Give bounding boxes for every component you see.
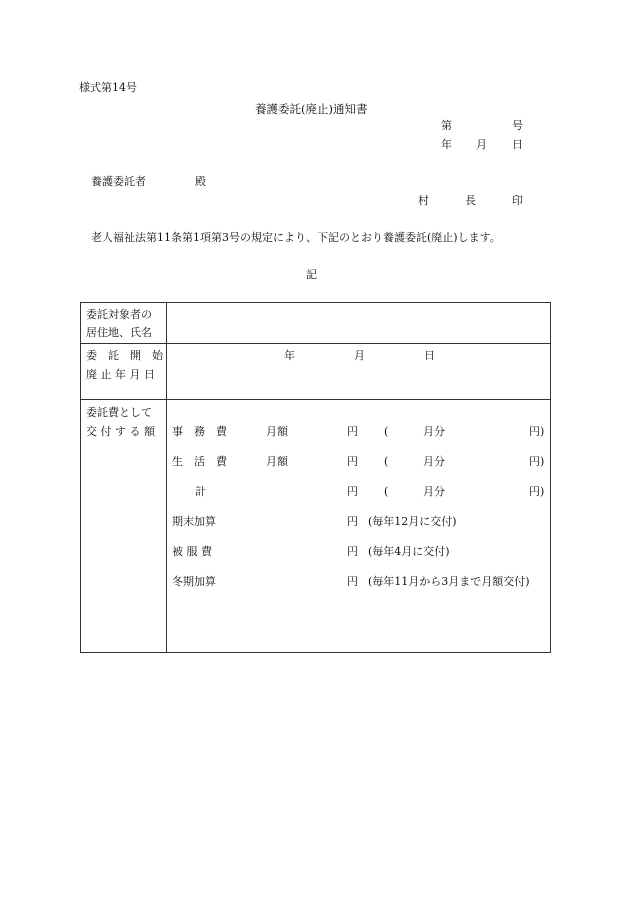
item-clothing-expense: 被 服 費 <box>172 545 212 558</box>
date-month: 月 <box>476 138 487 151</box>
item-yen: 円 <box>347 485 358 498</box>
addressee-label: 養護委託者 <box>91 175 146 188</box>
label-recipient-line2: 居住地、氏名 <box>86 326 152 339</box>
body-text: 老人福祉法第11条第1項第3号の規定により、下記のとおり養護委託(廃止)します。 <box>91 231 501 244</box>
item-yen: 円 <box>347 425 358 438</box>
item-month-part: 月分 <box>423 455 445 468</box>
column-divider <box>166 303 167 652</box>
doc-number-suffix: 号 <box>512 119 523 132</box>
item-yen-close: 円) <box>529 485 545 498</box>
form-number: 様式第14号 <box>79 81 137 94</box>
label-amount-line2: 交 付 す る 額 <box>86 425 155 438</box>
start-year: 年 <box>284 349 295 362</box>
item-month-part: 月分 <box>423 485 445 498</box>
item-note: (毎年12月に交付) <box>368 515 457 528</box>
issuer-village: 村 <box>418 194 429 207</box>
label-start-line2: 廃 止 年 月 日 <box>86 368 155 381</box>
row-divider <box>81 399 550 400</box>
item-yen: 円 <box>347 455 358 468</box>
item-office-expense: 事 務 費 <box>172 425 227 438</box>
date-day: 日 <box>512 138 523 151</box>
item-yen: 円 <box>347 545 358 558</box>
item-yen-close: 円) <box>529 425 545 438</box>
row-divider <box>81 343 550 344</box>
item-winter-bonus: 冬期加算 <box>172 575 216 588</box>
item-total: 計 <box>195 485 206 498</box>
start-month: 月 <box>354 349 365 362</box>
date-year: 年 <box>441 138 452 151</box>
item-paren-open: ( <box>384 485 389 498</box>
document-title: 養護委託(廃止)通知書 <box>255 102 368 116</box>
item-note: (毎年11月から3月まで月額交付) <box>368 575 530 588</box>
doc-number-prefix: 第 <box>441 119 452 132</box>
addressee-honorific: 殿 <box>195 175 206 188</box>
item-year-end-bonus: 期末加算 <box>172 515 216 528</box>
item-monthly: 月額 <box>266 425 288 438</box>
item-paren-open: ( <box>384 455 389 468</box>
issuer-chief: 長 <box>465 194 476 207</box>
item-yen-close: 円) <box>529 455 545 468</box>
label-start-line1: 委 託 開 始 <box>86 349 163 362</box>
item-yen: 円 <box>347 575 358 588</box>
issuer-seal: 印 <box>512 194 523 207</box>
start-day: 日 <box>424 349 435 362</box>
label-amount-line1: 委託費として <box>86 406 152 419</box>
item-paren-open: ( <box>384 425 389 438</box>
item-living-expense: 生 活 費 <box>172 455 227 468</box>
item-month-part: 月分 <box>423 425 445 438</box>
item-monthly: 月額 <box>266 455 288 468</box>
item-note: (毎年4月に交付) <box>368 545 450 558</box>
label-recipient-line1: 委託対象者の <box>86 308 152 321</box>
ki-heading: 記 <box>306 268 317 281</box>
details-table <box>80 302 551 653</box>
item-yen: 円 <box>347 515 358 528</box>
